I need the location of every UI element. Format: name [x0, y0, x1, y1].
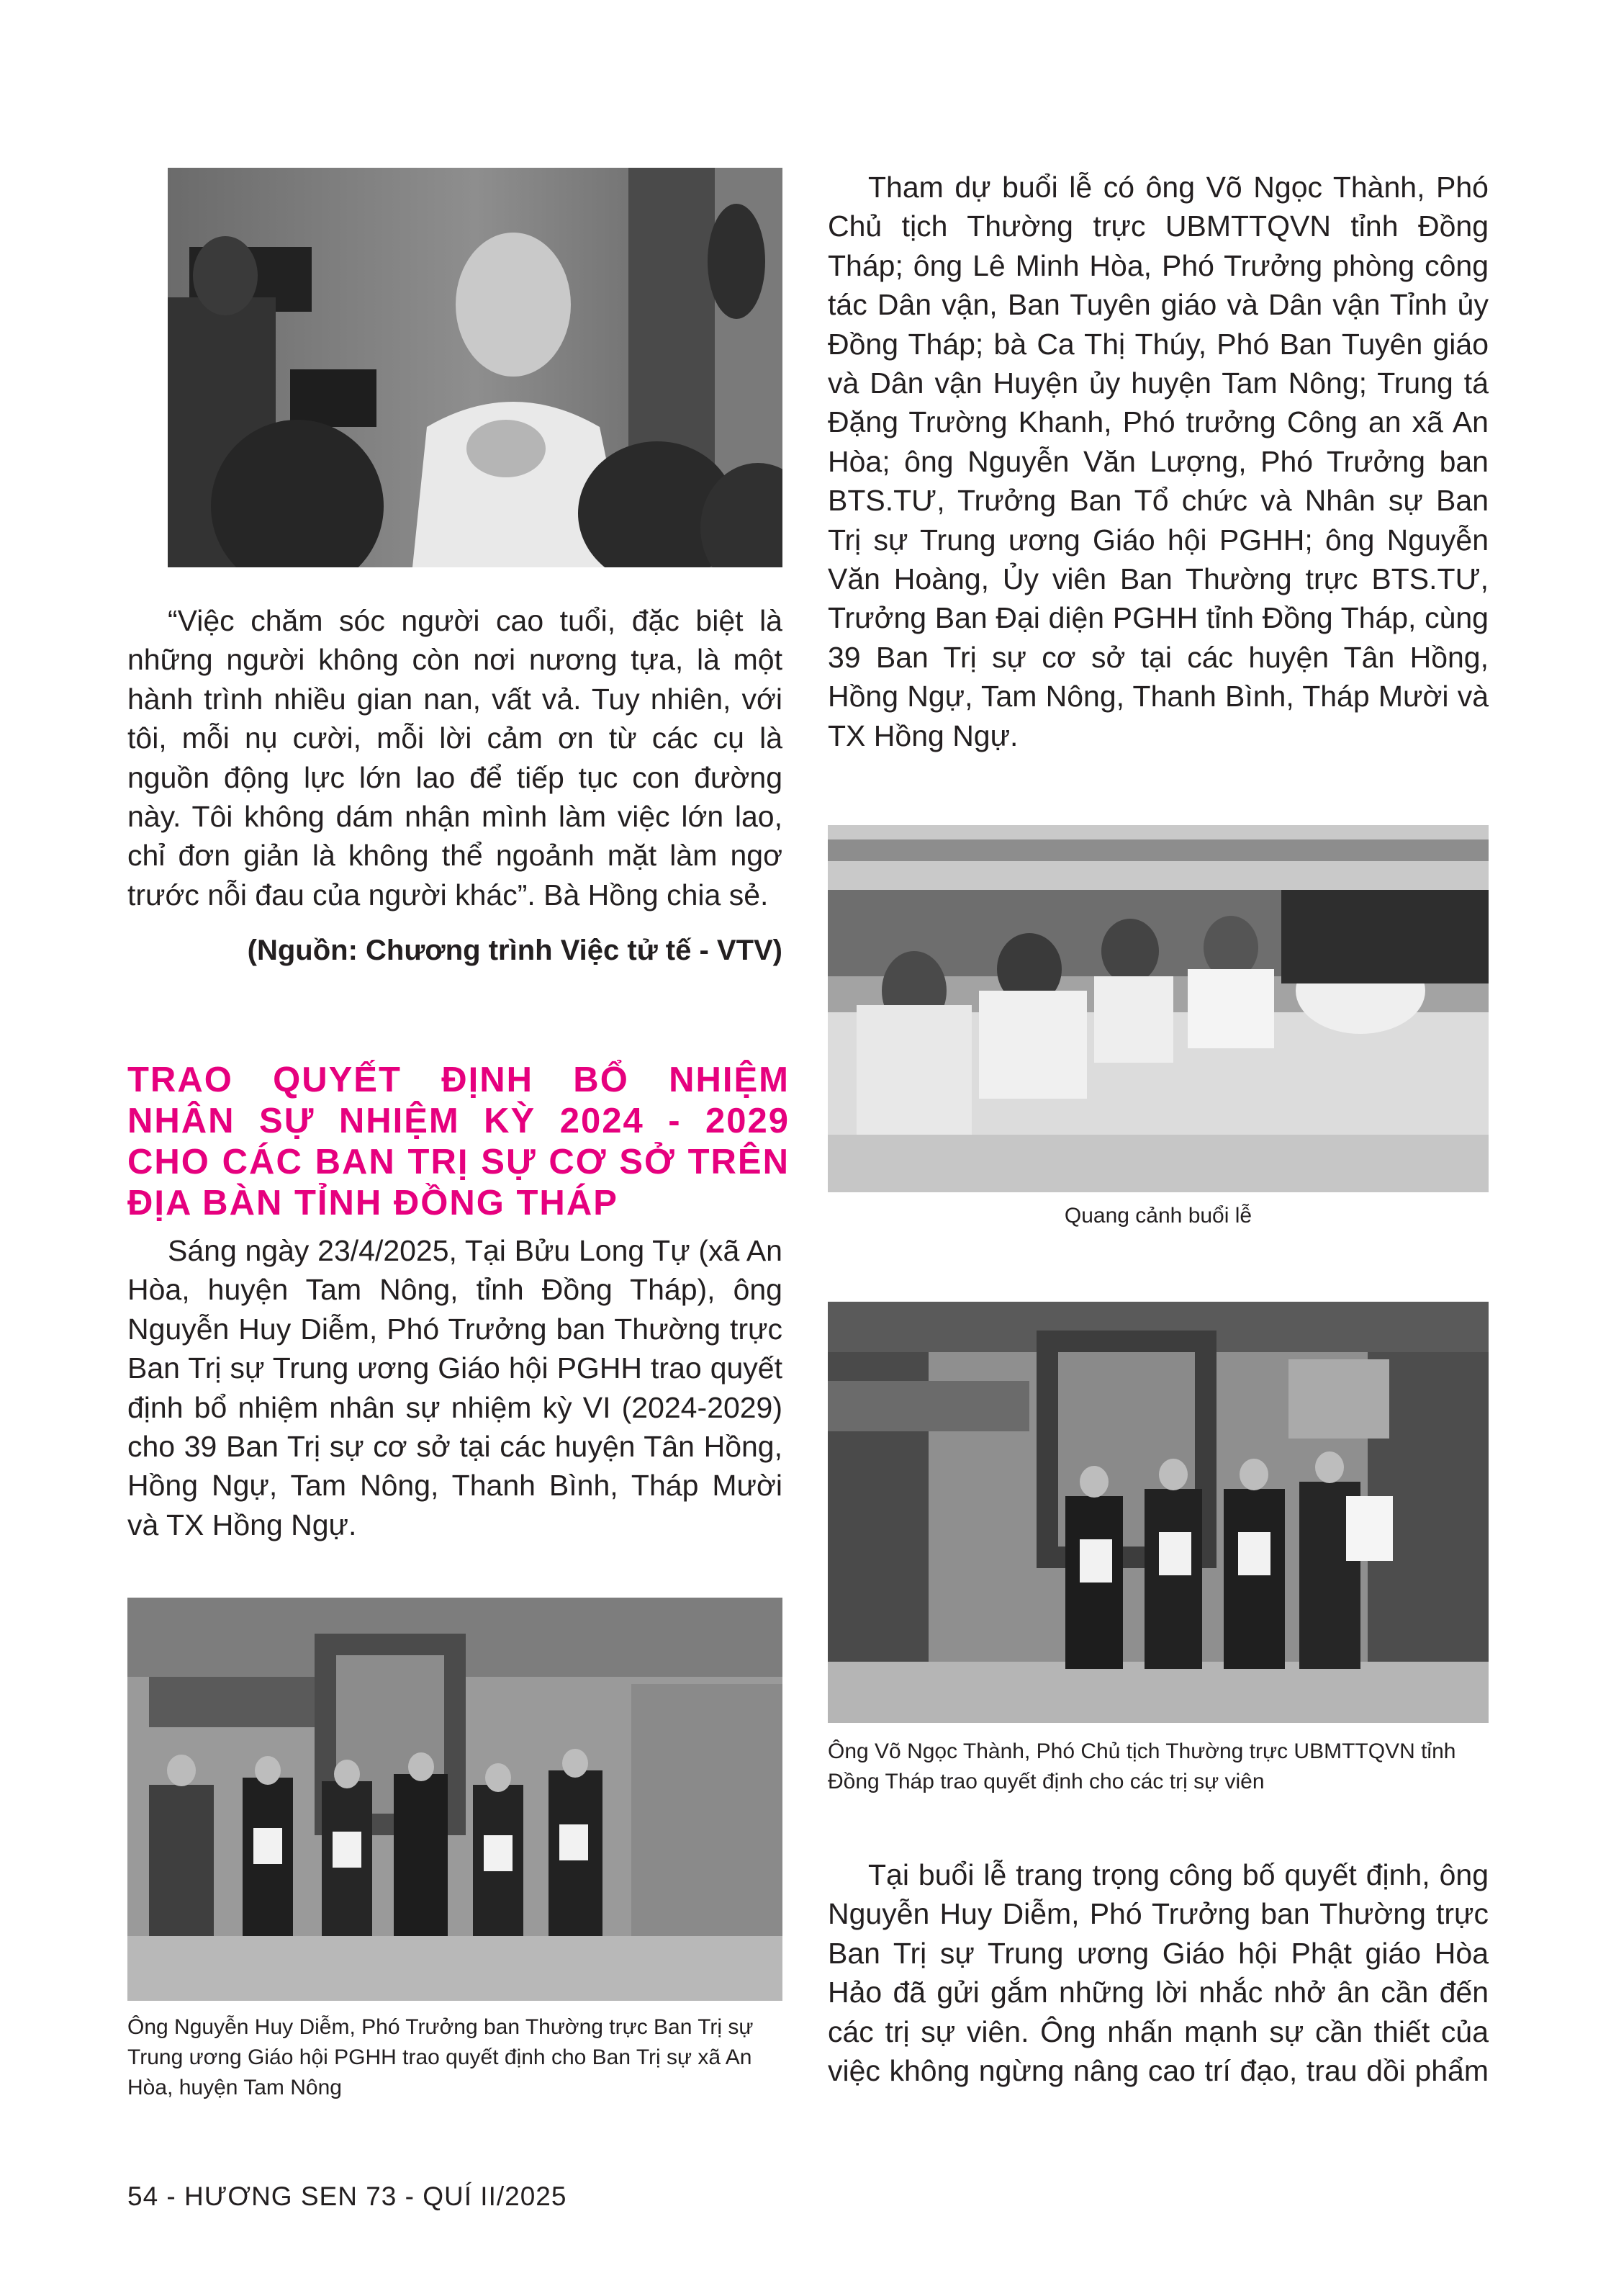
- quote-paragraph: “Việc chăm sóc người cao tuổi, đặc biệt là những người không còn nơi nương tựa, là một hành trình nhiều gian nan, vất vả. Tuy nhiên, với tôi, mỗi nụ cười, mỗi lời cảm ơn từ các cụ là nguồn động lực lớn lao để tiếp tục con đường này. Tôi không dám nhận mình làm việc lớn lao, chỉ đơn giản là không thể ngoảnh mặt làm ngơ trước nỗi đau của người khác”. Bà Hồng chia sẻ.: [127, 604, 782, 911]
- source-credit: (Nguồn: Chương trình Việc tử tế - VTV): [247, 935, 782, 966]
- ceremony-scene-caption: Quang cảnh buổi lễ: [1064, 1204, 1252, 1228]
- presenting-photo-caption: Ông Võ Ngọc Thành, Phó Chủ tịch Thường trực UBMTTQVN tỉnh Đồng Tháp trao quyết định cho các trị sự viên: [828, 1739, 1456, 1793]
- photo-ceremony-scene: [828, 825, 1489, 1192]
- attendees-paragraph: Tham dự buổi lễ có ông Võ Ngọc Thành, Phó Chủ tịch Thường trực UBMTTQVN tỉnh Đồng Tháp; ông Lê Minh Hòa, Phó Trưởng phòng công tác Dân vận, Ban Tuyên giáo và Dân vận Tỉnh ủy Đồng Tháp; bà Ca Thị Thúy, Phó Ban Tuyên giáo và Dân vận Huyện ủy huyện Tam Nông; Trung tá Đặng Trường Khanh, Phó trưởng Công an xã An Hòa; ông Nguyễn Văn Lượng, Phó Trưởng ban BTS.TƯ, Trưởng Ban Tổ chức và Nhân sự Ban Trị sự Trung ương Giáo hội PGHH; ông Nguyễn Văn Hoàng, Ủy viên Ban Thường trực BTS.TƯ, Trưởng Ban Đại diện PGHH tỉnh Đồng Tháp, cùng 39 Ban Trị sự cơ sở tại các huyện Tân Hồng, Hồng Ngự, Tam Nông, Thanh Bình, Tháp Mười và TX Hồng Ngự.: [828, 171, 1489, 752]
- closing-paragraph: Tại buổi lễ trang trọng công bố quyết định, ông Nguyễn Huy Diễm, Phó Trưởng ban Thường trực Ban Trị sự Trung ương Giáo hội Phật giáo Hòa Hảo đã gửi gắm những lời nhắc nhở ân cần đến các trị sự viên. Ông nhấn mạnh sự cần thiết của việc không ngừng nâng cao trí đạo, trau dồi phẩm: [828, 1858, 1489, 2088]
- photo-an-hoa-ceremony: [127, 1598, 782, 2001]
- intro-paragraph: Sáng ngày 23/4/2025, Tại Bửu Long Tự (xã An Hòa, huyện Tam Nông, tỉnh Đồng Tháp), ông Nguyễn Huy Diễm, Phó Trưởng ban Thường trực Ban Trị sự Trung ương Giáo hội PGHH trao quyết định bổ nhiệm nhân sự nhiệm kỳ VI (2024-2029) cho 39 Ban Trị sự cơ sở tại các huyện Tân Hồng, Hồng Ngự, Tam Nông, Thanh Bình, Tháp Mười và TX Hồng Ngự.: [127, 1234, 782, 1541]
- photo-vo-ngoc-thanh-presenting: [828, 1302, 1489, 1723]
- photo-man-greeting: [168, 168, 782, 567]
- an-hoa-photo-caption: Ông Nguyễn Huy Diễm, Phó Trưởng ban Thường trực Ban Trị sự Trung ương Giáo hội PGHH trao quyết định cho Ban Trị sự xã An Hòa, huyện Tam Nông: [127, 2015, 754, 2099]
- page-footer: 54 - HƯƠNG SEN 73 - QUÍ II/2025: [127, 2182, 567, 2211]
- section-heading: TRAO QUYẾT ĐỊNH BỔ NHIỆM NHÂN SỰ NHIỆM KỲ 2024 - 2029 CHO CÁC BAN TRỊ SỰ CƠ SỞ TRÊN ĐỊA BÀN TỈNH ĐỒNG THÁP: [127, 1061, 790, 1223]
